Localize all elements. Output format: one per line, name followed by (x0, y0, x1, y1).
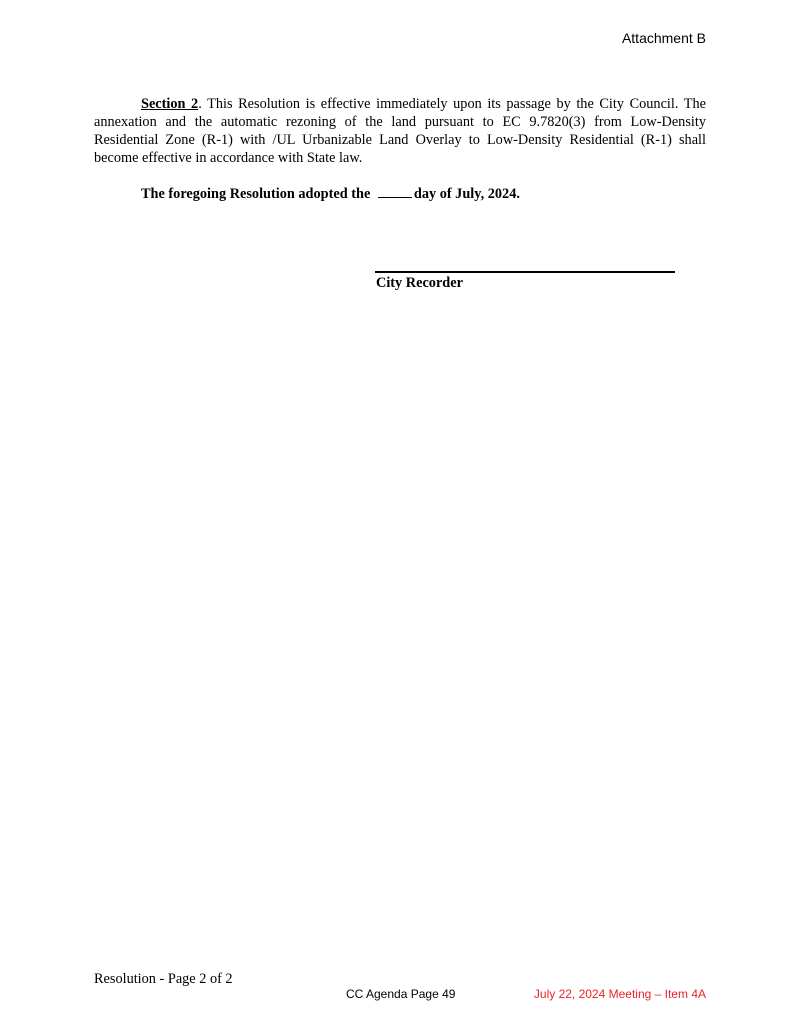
adoption-suffix: day of July, 2024. (413, 186, 520, 202)
section-2 (94, 95, 706, 167)
adoption-prefix: The foregoing Resolution adopted the (141, 186, 374, 202)
signature-label: City Recorder (376, 275, 463, 291)
day-blank-line (378, 185, 412, 198)
section-paragraph (94, 95, 706, 167)
section-body: . This Resolution is effective immediately upon its passage by the City Council. The annexation and the automatic rezoning of the land pursuant to EC 9.7820(3) from Low-Density Residential Zone (R-1) with /UL Urbanizable Land Overlay to Low-Density Residential (R-1) shall become effective in accordance with State law. (94, 96, 706, 166)
page-number-footer: Resolution - Page 2 of 2 (94, 971, 233, 987)
attachment-label: Attachment B (621, 30, 706, 46)
section-heading: Section 2 (141, 96, 199, 112)
meeting-item-footer: July 22, 2024 Meeting – Item 4A (533, 987, 706, 1001)
signature-line (375, 271, 675, 273)
agenda-page-footer: CC Agenda Page 49 (346, 987, 456, 1001)
adoption-statement (141, 185, 520, 203)
